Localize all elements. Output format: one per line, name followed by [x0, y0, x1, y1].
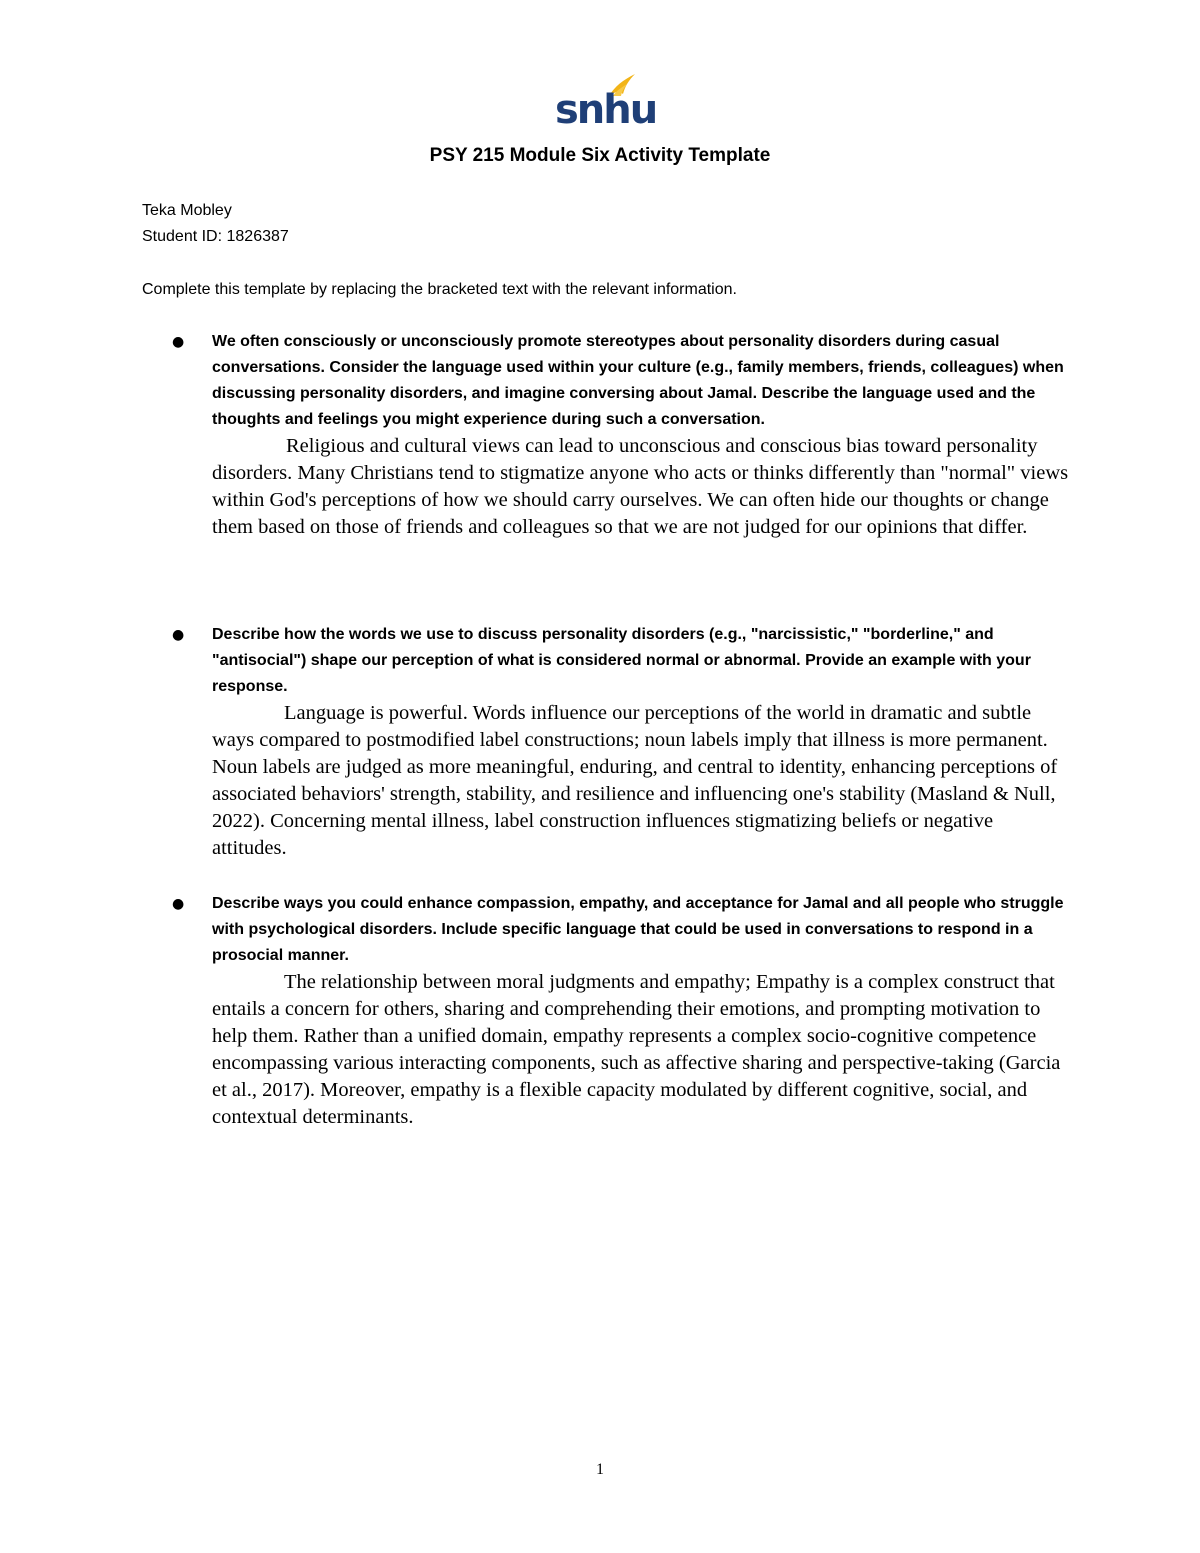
logo-wordmark: snhu	[555, 87, 657, 133]
question-prompt	[212, 891, 1072, 969]
student-id: Student ID: 1826387	[142, 228, 289, 245]
prompt-text: for Jamal and all people who struggle with psychological disorders. Include specific language that could be used in conversations to respond in a prosocial manner.	[212, 895, 1064, 964]
answer-text: Religious and cultural views can lead to unconscious and conscious bias toward personality disorders. Many Christians tend to stigmatize anyone who acts or thinks differently than "normal" views within God's perceptions of how we should carry ourselves. We can often hide our thoughts or change them based on those of friends and colleagues so that we are not judged for our opinions that differ.	[212, 435, 1069, 538]
prompt-text: We often consciously or unconsciously promote stereotypes about personality disorders during casual conversations. Consider the language used within your	[212, 333, 1000, 376]
question-prompt	[212, 622, 1072, 700]
bullet-icon: ●	[172, 896, 185, 912]
prompt-emphasis: perception	[391, 652, 474, 669]
question-block-2	[142, 622, 1072, 862]
prompt-text: Describe ways you could	[212, 895, 408, 912]
snhu-logo	[555, 72, 657, 134]
question-prompt	[212, 329, 1072, 433]
instructions: Complete this template by replacing the bracketed text with the relevant information.	[142, 281, 737, 298]
question-block-1	[142, 329, 1072, 541]
prompt-text: of what is considered normal or abnormal. Provide an example with your response.	[212, 652, 1031, 695]
student-name: Teka Mobley	[142, 202, 232, 219]
prompt-emphasis: culture	[637, 359, 692, 376]
prompt-text: (e.g., family members, friends, colleagues) when discussing personality disorders, and imagine conversing about Jamal. Describe the language used and the thoughts and feelings you might experience during such a conversation.	[212, 359, 1064, 428]
prompt-emphasis: enhance compassion, empathy, and acceptance	[407, 895, 773, 912]
page-number: 1	[596, 1461, 604, 1478]
document-title: PSY 215 Module Six Activity Template	[429, 145, 771, 166]
prompt-text: Describe how the words we use to discuss personality disorders (e.g., "narcissistic," "borderline," and "antisocial") shape our	[212, 626, 994, 669]
answer-text: Language is powerful. Words influence our perceptions of the world in dramatic and subtle ways compared to postmodified label constructions; noun labels imply that illness is more permanent. Noun labels are judged as more meaningful, enduring, and central to identity, enhancing perceptions of associated behaviors' strength, stability, and resilience and influencing one's stability (Masland & Null, 2022). Concerning mental illness, label construction influences stigmatizing beliefs or negative attitudes.	[212, 702, 1058, 859]
answer-text: The relationship between moral judgments and empathy; Empathy is a complex construct that entails a concern for others, sharing and comprehending their emotions, and prompting motivation to help them. Rather than a unified domain, empathy represents a complex socio-cognitive competence encompassing various interacting components, such as affective sharing and perspective-taking (Garcia et al., 2017). Moreover, empathy is a flexible capacity modulated by different cognitive, social, and contextual determinants.	[212, 971, 1061, 1128]
question-block-3	[142, 891, 1072, 1131]
bullet-icon: ●	[172, 334, 185, 350]
bullet-icon: ●	[172, 627, 185, 643]
